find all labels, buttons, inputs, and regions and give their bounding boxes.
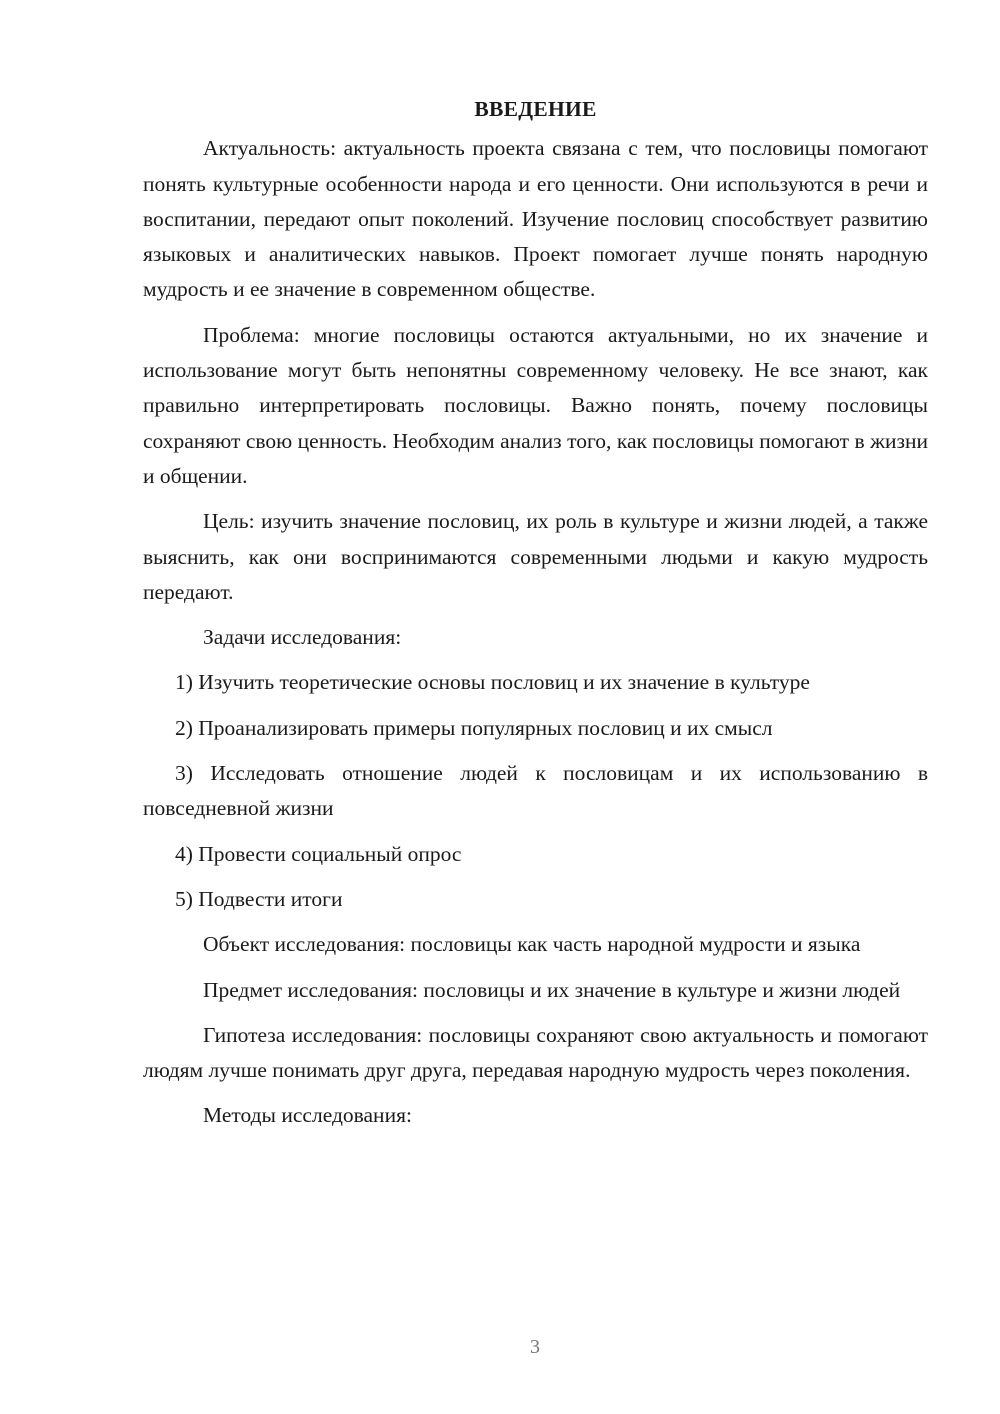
paragraph-relevance: Актуальность: актуальность проекта связана с тем, что пословицы помогают понять культурные особенности народа и его ценности. Они используются в речи и воспитании, передают опыт поколений. Изучение пословиц способствует развитию языковых и аналитических навыков. Проект помогает лучше понять народную мудрость и ее значение в современном обществе. (143, 136, 928, 302)
task-item-5: 5) Подвести итоги (175, 886, 343, 911)
paragraph-methods: Методы исследования: (203, 1103, 412, 1128)
section-title: ВВЕДЕНИЕ (474, 97, 597, 121)
task-item-3: 3) Исследовать отношение людей к пословицам и их использованию в повседневной жизни (143, 761, 928, 821)
page-number: 3 (530, 1336, 540, 1358)
task-item-2: 2) Проанализировать примеры популярных пословиц и их смысл (175, 715, 773, 740)
paragraph-hypothesis: Гипотеза исследования: пословицы сохраняют свою актуальность и помогают людям лучше понимать друг друга, передавая народную мудрость через поколения. (143, 1022, 928, 1083)
task-item-4: 4) Провести социальный опрос (175, 841, 462, 866)
paragraph-problem: Проблема: многие пословицы остаются актуальными, но их значение и использование могут быть непонятны современному человеку. Не все знают, как правильно интерпретировать пословицы. Важно понять, почему пословицы сохраняют свою ценность. Необходим анализ того, как пословицы помогают в жизни и общении. (143, 322, 928, 488)
page-content (143, 92, 928, 1144)
task-item-1: 1) Изучить теоретические основы пословиц и их значение в культуре (175, 670, 810, 695)
paragraph-subject: Предмет исследования: пословицы и их значение в культуре и жизни людей (203, 977, 901, 1002)
paragraph-tasks-heading: Задачи исследования: (203, 625, 402, 650)
paragraph-goal: Цель: изучить значение пословиц, их роль в культуре и жизни людей, а также выяснить, как они воспринимаются современными людьми и какую мудрость передают. (143, 509, 928, 604)
paragraph-object: Объект исследования: пословицы как часть народной мудрости и языка (203, 932, 861, 957)
